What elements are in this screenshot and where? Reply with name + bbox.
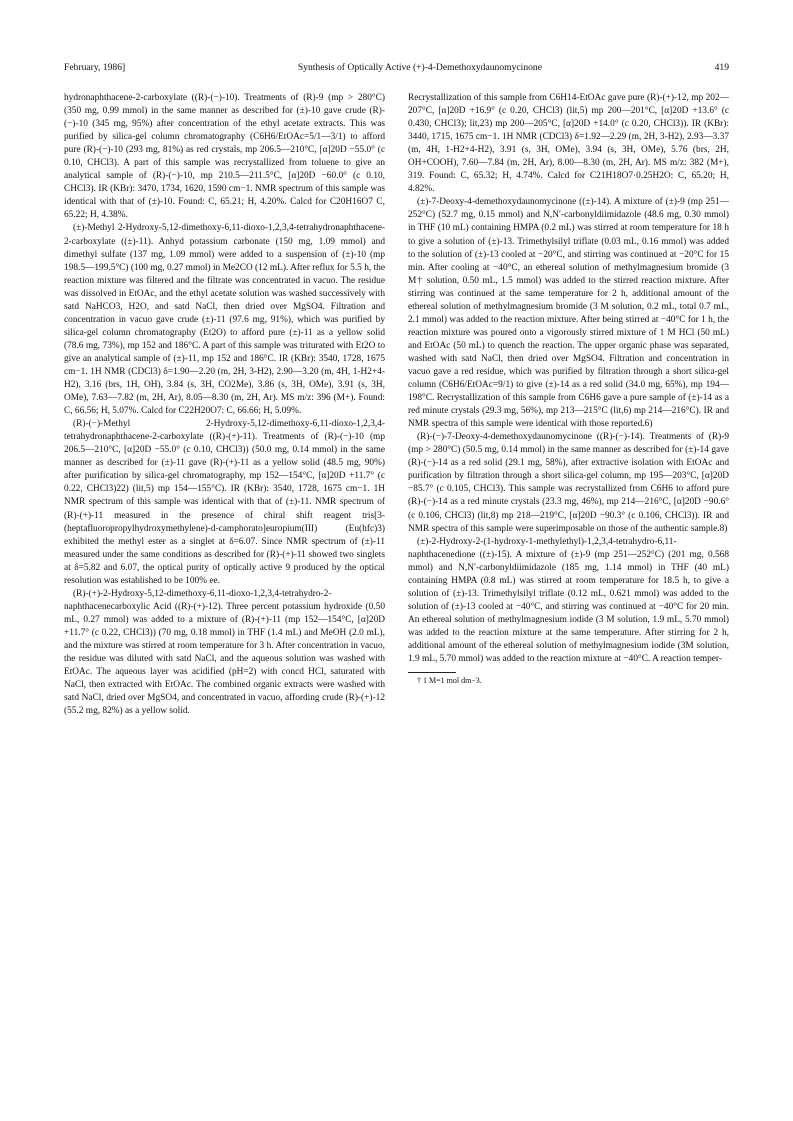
paragraph: (R)-(−)-Methyl 2-Hydroxy-5,12-dimethoxy-6,11-dioxo-1,2,3,4-tetrahydronaphthacene-2-carboxylate ((R)-(+)-11). Treatments of (R)-(−)-10 (mp 206.5—210°C, [α]20D −55.0° (c 0.10, CHCl3)) (50.0 mg, 0.14 mmol) in the same manner as described for (±)-11 gave (R)-(+)-11 as a yellow solid (48.5 mg, 90%) after purification by silica-gel chromatography, mp 152—154°C, [α]20D +11.7° (c 0.22, CHCl3)22) (lit,5) mp 154—155°C). IR (KBr): 3540, 1728, 1675 cm−1. 1H NMR spectrum of this sample was identical with that of (±)-11. NMR spectrum of (R)-(+)-11 measured in the presence of chiral shift reagent tris[3-(heptafluoropropylhydroxymethylene)-d-camphorato]europium(III) (Eu(hfc)3) exhibited the methyl ester as a singlet at δ=6.07. Since NMR spectrum of (±)-11 measured under the same conditions as described for (R)-(+)-11 showed two singlets at δ=5.82 and 6.07, the optical purity of optically active 9 produced by the optical resolution was established to be 100% ee. bbox=[64, 419, 385, 586]
footnote-divider bbox=[408, 672, 456, 673]
left-column bbox=[64, 92, 385, 718]
footnote: † 1 M=1 mol dm−3. bbox=[417, 676, 482, 686]
two-column-body bbox=[64, 92, 729, 718]
header-date: February, 1986] bbox=[64, 62, 126, 73]
header-title: Synthesis of Optically Active (+)-4-Demethoxydaunomycinone bbox=[297, 62, 542, 73]
running-header bbox=[64, 62, 729, 73]
page-number: 419 bbox=[714, 62, 729, 73]
paragraph: (±)-2-Hydroxy-2-(1-hydroxy-1-methylethyl)-1,2,3,4-tetrahydro-6,11-naphthacenedione ((±)-15). A mixture of (±)-9 (mp 251—252°C) (201 mg, 0.568 mmol) and N,N′-carbonyldiimidazole (185 mg, 1.14 mmol) in THF (40 mL) containing HMPA (0.8 mL) was stirred at room temperature for 18.5 h, to give a solution of (±)-13. Trimethylsilyl triflate (0.12 mL, 0.621 mmol) was added to the solution of (±)-13 cooled at −40°C, and stirring was continued at −40°C for 20 min. An ethereal solution of methylmagnesium iodide (3 M solution, 1.9 mL, 5.70 mmol) was added to the reaction mixture at the same temperature. After stirring for 2 h, additional amount of the ethereal solution of methylmagnesium iodide (3M solution, 1.9 mL, 5.70 mmol) was added to the reaction mixture at −40°C. A reaction temper- bbox=[408, 536, 729, 665]
paragraph: (R)-(−)-7-Deoxy-4-demethoxydaunomycinone ((R)-(−)-14). Treatments of (R)-9 (mp > 280°C) (50.5 mg, 0.14 mmol) in the same manner as described for (±)-14 gave (R)-(−)-14 as a red solid (29.1 mg, 58%), after extractive isolation with EtOAc and purification by filtration through a short silica-gel column, mp 195—203°C, [α]20D −85.7° (c 0.105, CHCl3). This sample was recrystallized from C6H6 to afford pure (R)-(−)-14 as a red minute crystals (23.3 mg, 46%), mp 214—216°C, [α]20D −90.6° (c 0.106, CHCl3) (lit,8) mp 218—219°C, [α]20D −90.3° (c 0.106, CHCl3)). IR and NMR spectra of this sample were superimposable on those of the authentic sample.8) bbox=[408, 432, 729, 534]
paragraph: (±)-7-Deoxy-4-demethoxydaunomycinone ((±)-14). A mixture of (±)-9 (mp 251—252°C) (52.7 mg, 0.15 mmol) and N,N′-carbonyldiimidazole (48.6 mg, 0.30 mmol) in THF (10 mL) containing HMPA (0.2 mL) was stirred at room temperature for 18 h to give a solution of (±)-13. Trimethylsilyl triflate (0.03 mL, 0.16 mmol) was added to the solution of (±)-13 cooled at −20°C, and stirring was continued at −20°C for 15 min. After cooling at −40°C, an ethereal solution of methylmagnesium bromide (3 M† solution, 0.50 mL, 1.5 mmol) was added to the stirred reaction mixture. After stirring was continued at the same temperature for 2 h, additional amount of the ethereal solution of methylmagnesium bromide (3 M solution, 0.2 mL, total 0.7 mL, 2.1 mmol) was added to the reaction mixture. After being stirred at −40°C for 1 h, the reaction mixture was poured onto a vigorously stirred mixture of 1 M HCl (50 mL) and EtOAc (50 mL) to quench the reaction. The upper organic phase was separated, washed with satd NaCl, then dried over MgSO4. Filtration and concentration in vacuo gave a red residue, which was purified by filtration through a short silica-gel column (C6H6/EtOAc=9/1) to give (±)-14 as a red solid (34.0 mg, 65%), mp 194—198°C. Recrystallization of this sample from C6H6 gave a pure sample of (±)-14 as a red minute crystals (29.3 mg, 56%), mp 213—215°C (lit,6) mp 214—216°C). IR and NMR spectra of this sample were identical with those reported.6) bbox=[408, 197, 729, 430]
paragraph: Recrystallization of this sample from C6H14-EtOAc gave pure (R)-(+)-12, mp 202—207°C, [α]20D +16.9° (c 0.20, CHCl3) (lit,5) mp 200—201°C, [α]20D +13.6° (c 0.430, CHCl3); lit,23) mp 200—205°C, [α]20D +14.0° (c 0.20, CHCl3)). IR (KBr): 3440, 1715, 1675 cm−1. 1H NMR (CDCl3) δ=1.92—2.29 (m, 2H, 3-H2), 2.93—3.37 (m, 4H, 1-H2+4-H2), 3.91 (s, 3H, OMe), 3.94 (s, 3H, OMe), 5.76 (brs, 2H, OH+COOH), 7.60—7.84 (m, 2H, Ar), 8.00—8.30 (m, 2H, Ar). MS m/z: 382 (M+), 319. Found: C, 65.32; H, 4.74%. Calcd for C21H18O7·0.25H2O: C, 65.20; H, 4.82%. bbox=[408, 93, 729, 195]
paragraph: hydronaphthacene-2-carboxylate ((R)-(−)-10). Treatments of (R)-9 (mp > 280°C) (350 mg, 0.99 mmol) in the same manner as described for (±)-10 gave crude (R)-(−)-10 (345 mg, 95%) after concentration of the ethyl acetate extracts. This was purified by silica-gel column chromatography (C6H6/EtOAc=5/1—3/1) to afford pure (R)-(−)-10 (293 mg, 81%) as red crystals, mp 206.5—210°C, [α]20D −55.0° (c 0.10, CHCl3). A part of this sample was recrystallized from toluene to give an analytical sample of (R)-(−)-10, mp 210.5—211.5°C, [α]20D −60.0° (c 0.10, CHCl3). IR (KBr): 3470, 1734, 1620, 1590 cm−1. NMR spectrum of this sample was identical with that of (±)-10. Found: C, 65.21; H, 4.20%. Calcd for C20H16O7 C, 65.22; H, 4.38%. bbox=[64, 93, 385, 221]
paragraph: (±)-Methyl 2-Hydroxy-5,12-dimethoxy-6,11-dioxo-1,2,3,4-tetrahydronaphthacene-2-carboxylate ((±)-11). Anhyd potassium carbonate (150 mg, 1.09 mmol) and dimethyl sulfate (137 mg, 1.09 mmol) were added to a suspension of (±)-10 (mp 198.5—199.5°C) (100 mg, 0.27 mmol) in Me2CO (12 mL). After reflux for 5.5 h, the reaction mixture was filtered and the filtrate was concentrated in vacuo. The residue was dissolved in EtOAc, and the ethyl acetate solution was washed successively with satd NaHCO3, H2O, and satd NaCl, then dried over MgSO4. Filtration and concentration in vacuo gave crude (±)-11 (97.6 mg, 91%), which was purified by silica-gel column chromatography (Et2O) to afford pure (±)-11 as a yellow solid (78.6 mg, 73%), mp 152 and 186°C. A part of this sample was triturated with Et2O to give an analytical sample of (±)-11, mp 152 and 186°C. IR (KBr): 3540, 1728, 1675 cm−1. 1H NMR (CDCl3) δ=1.90—2.20 (m, 2H, 3-H2), 2.90—3.20 (m, 4H, 1-H2+4-H2), 3.16 (brs, 1H, OH), 3.84 (s, 3H, CO2Me), 3.86 (s, 3H, OMe), 3.91 (s, 3H, OMe), 7.63—7.82 (m, 2H, Ar), 8.05—8.30 (m, 2H, Ar). MS m/z: 396 (M+). Found: C, 66.56; H, 5.07%. Calcd for C22H20O7: C, 66.66; H, 5.09%. bbox=[64, 223, 385, 417]
paragraph: (R)-(+)-2-Hydroxy-5,12-dimethoxy-6,11-dioxo-1,2,3,4-tetrahydro-2-naphthacenecarboxylic Acid ((R)-(+)-12). Three percent potassium hydroxide (0.50 mL, 0.27 mmol) was added to a mixture of (R)-(+)-11 (mp 152—154°C, [α]20D +11.7° (c 0.22, CHCl3)) (70 mg, 0.18 mmol) in THF (1.4 mL) and MeOH (2.0 mL), and the mixture was stirred at room temperature for 3 h. After concentration in vacuo, the residue was diluted with satd NaCl, and the aqueous solution was washed with EtOAc. The aqueous layer was acidified (pH=2) with concd HCl, saturated with NaCl, then extracted with EtOAc. The combined organic extracts were washed with satd NaCl, dried over MgSO4, and concentrated in vacuo, affording crude (R)-(+)-12 (55.2 mg, 82%) as a yellow solid. bbox=[64, 588, 385, 717]
right-column bbox=[408, 92, 729, 718]
